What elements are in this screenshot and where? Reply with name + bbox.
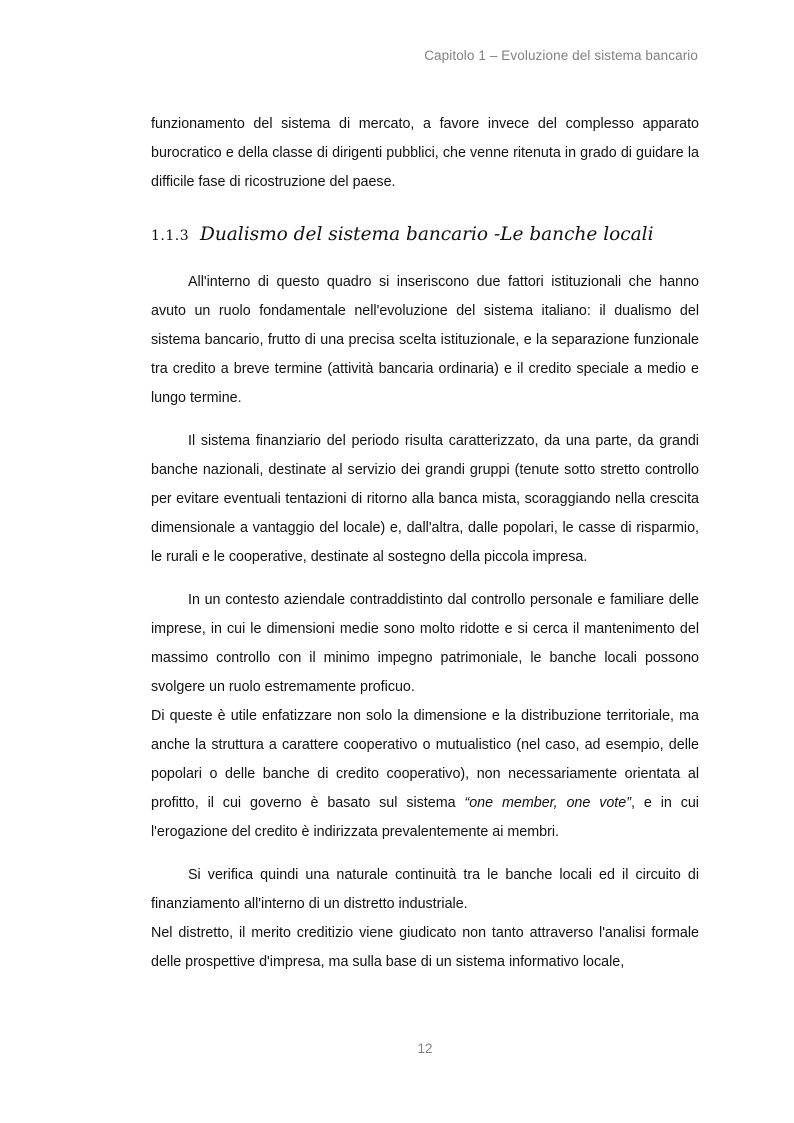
paragraph-continuity: Si verifica quindi una naturale continuità tra le banche locali ed il circuito di finanziamento all'interno di un distretto industriale.: [151, 867, 699, 912]
paragraph-cooperative-text-before: Di queste è utile enfatizzare non solo la dimensione e la distribuzione territoriale, ma anche la struttura a carattere cooperativo o mutualistico (nel caso, ad esempio, delle popolari o delle banche di credito cooperativo), non necessariamente orientata al profitto, il cui governo è basato sul sistema: [151, 708, 699, 811]
paragraph-financial-system: Il sistema finanziario del periodo risulta caratterizzato, da una parte, da grandi banche nazionali, destinate al servizio dei grandi gruppi (tenute sotto stretto controllo per evitare eventuali tentazioni di ritorno alla banca mista, scoraggiando nella crescita dimensionale a vantaggio del locale) e, dall'altra, dalle popolari, le casse di risparmio, le rurali e le cooperative, destinate al sostegno della piccola impresa.: [151, 433, 699, 565]
paragraph-dualism: All'interno di questo quadro si inseriscono due fattori istituzionali che hanno avuto un ruolo fondamentale nell'evoluzione del sistema italiano: il dualismo del sistema bancario, frutto di una precisa scelta istituzionale, e la separazione funzionale tra credito a breve termine (attività bancaria ordinaria) e il credito speciale a medio e lungo termine.: [151, 274, 699, 406]
section-title: Dualismo del sistema bancario -Le banche locali: [200, 224, 654, 245]
paragraph-continuation: funzionamento del sistema di mercato, a favore invece del complesso apparato burocratico e della classe di dirigenti pubblici, che venne ritenuta in grado di guidare la difficile fase di ricostruzione del paese.: [151, 116, 699, 190]
paragraph-local-context: In un contesto aziendale contraddistinto dal controllo personale e familiare delle imprese, in cui le dimensioni medie sono molto ridotte e si cerca il mantenimento del massimo controllo con il minimo impegno patrimoniale, le banche locali possono svolgere un ruolo estremamente proficuo.: [151, 592, 699, 695]
paragraph-district: Nel distretto, il merito creditizio viene giudicato non tanto attraverso l'analisi formale delle prospettive d'impresa, ma sulla base di un sistema informativo locale,: [151, 925, 699, 970]
emphasis-one-member-one-vote: “one member, one vote”: [464, 795, 631, 811]
page-number: 12: [417, 1041, 433, 1056]
paragraph-cooperative-text-after: , e in cui l'erogazione del credito è indirizzata prevalentemente ai membri.: [151, 795, 699, 840]
page-body: [151, 110, 699, 977]
section-number: 1.1.3: [151, 228, 190, 244]
section-heading: [151, 224, 699, 245]
paragraph-cooperative-structure: [151, 702, 699, 847]
running-header: Capitolo 1 – Evoluzione del sistema bancario: [424, 48, 698, 63]
